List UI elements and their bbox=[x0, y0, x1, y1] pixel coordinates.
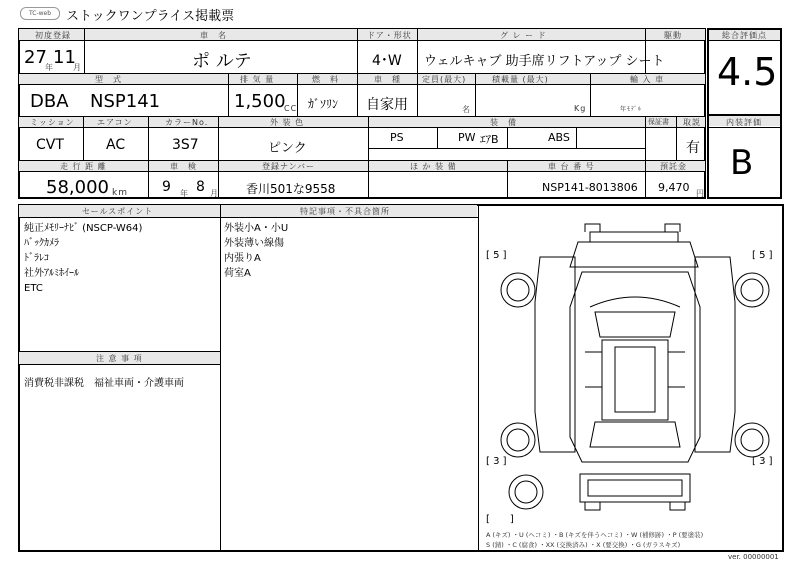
list-item: ETC bbox=[24, 283, 43, 294]
plate-number: 香川501な9558 bbox=[246, 182, 336, 196]
mileage: 58,000 bbox=[46, 177, 109, 198]
equip-abs-visible: ABS bbox=[548, 131, 570, 144]
grade: ウェルキャブ 助手席リフトアップ シート bbox=[424, 54, 665, 69]
cautions-list bbox=[24, 374, 184, 389]
label-model: 型 式 bbox=[95, 75, 122, 84]
use-class: 自家用 bbox=[366, 97, 408, 113]
label-cautions: 注 意 事 項 bbox=[96, 354, 143, 363]
model-prefix: DBA bbox=[30, 91, 69, 112]
label-sales-points: セールスポイント bbox=[82, 207, 154, 216]
label-displacement: 排 気 量 bbox=[240, 75, 275, 84]
label-first-reg: 初度登録 bbox=[35, 31, 71, 40]
label-grade: グ レ ー ド bbox=[500, 31, 547, 40]
inspection-month: 8 bbox=[196, 179, 205, 195]
first-reg-month: 11 bbox=[53, 47, 76, 68]
year-unit: 年 bbox=[45, 63, 54, 72]
overall-score: 4.5 bbox=[717, 50, 778, 94]
page-title: ストックワンプライス掲載票 bbox=[66, 9, 235, 24]
label-car-name: 車 名 bbox=[200, 31, 227, 40]
list-item: 外装小A・小U bbox=[224, 223, 289, 234]
label-fuel: 燃 料 bbox=[312, 75, 339, 84]
door-shape: 4･W bbox=[372, 53, 402, 69]
import-unit: 年ﾓﾃﾞﾙ bbox=[620, 106, 643, 113]
diagram-tr: [ 5 ] bbox=[752, 250, 773, 261]
interior-grade: B bbox=[730, 143, 754, 183]
diagram-bl: [ 3 ] bbox=[486, 456, 507, 467]
label-chassis: 車 台 番 号 bbox=[548, 162, 595, 171]
model-type: NSP141 bbox=[90, 91, 161, 112]
label-capacity: 定員(最大) bbox=[422, 75, 467, 84]
equip-pw: PW bbox=[458, 131, 476, 144]
color-no: 3S7 bbox=[172, 137, 199, 153]
equip-airbag: ｴｱB bbox=[480, 133, 499, 146]
legend-line-2: S (錆) ・C (腐食) ・XX (交換済み) ・X (要交換) ・G (ガラスキズ) bbox=[486, 541, 681, 549]
label-overall: 総合評価点 bbox=[722, 31, 767, 40]
label-other-equipment: ほ か 装 備 bbox=[410, 162, 457, 171]
diagram-extra: [ ] bbox=[486, 514, 514, 525]
manual-value: 有 bbox=[686, 140, 700, 156]
version: ver. 00000001 bbox=[728, 553, 779, 561]
first-reg-year: 27 bbox=[24, 47, 47, 68]
exterior-color: ピンク bbox=[268, 141, 307, 156]
list-item: 外装薄い線傷 bbox=[224, 238, 284, 249]
car-name: ポ ルテ bbox=[192, 51, 252, 72]
inspection-month-unit: 月 bbox=[210, 189, 219, 198]
fuel: ｶﾞｿﾘﾝ bbox=[308, 97, 339, 111]
label-equipment: 装 備 bbox=[490, 118, 517, 127]
aircon: AC bbox=[106, 137, 126, 153]
label-inspection: 車 検 bbox=[170, 162, 197, 171]
label-drive: 駆動 bbox=[664, 31, 682, 40]
km-unit: km bbox=[112, 188, 128, 198]
list-item: ﾄﾞﾗﾚｺ bbox=[24, 253, 49, 264]
label-color-no: カラーNo. bbox=[165, 118, 209, 127]
legend-line-1: A (キズ) ・U (ヘコミ) ・B (キズを伴うヘコミ) ・W (補修跡) ・P (要塗装) bbox=[486, 531, 704, 539]
label-class: 車 種 bbox=[374, 75, 401, 84]
list-item: ﾊﾞｯｸｶﾒﾗ bbox=[24, 238, 59, 249]
label-notes: 特記事項・不具合箇所 bbox=[300, 207, 390, 216]
label-plate: 登録ナンバー bbox=[262, 162, 316, 171]
label-aircon: エアコン bbox=[97, 118, 133, 127]
label-warranty: 保証書 bbox=[648, 118, 669, 126]
mission: CVT bbox=[36, 137, 64, 153]
inspection-year: 9 bbox=[162, 179, 171, 195]
diagram-br: [ 3 ] bbox=[752, 456, 773, 467]
yen-unit: 円 bbox=[696, 189, 705, 198]
cc-unit: CC bbox=[284, 104, 298, 113]
chassis-number: NSP141-8013806 bbox=[542, 181, 638, 194]
label-manual: 取説 bbox=[683, 118, 701, 127]
label-load: 積載量 (最大) bbox=[492, 75, 549, 84]
list-item: 社外ｱﾙﾐﾎｲｰﾙ bbox=[24, 268, 79, 279]
displacement: 1,500 bbox=[234, 91, 286, 112]
diagram-tl: [ 5 ] bbox=[486, 250, 507, 261]
list-item: 内張りA bbox=[224, 253, 261, 264]
month-unit: 月 bbox=[73, 63, 82, 72]
notes-list bbox=[224, 221, 288, 281]
label-import: 輸 入 車 bbox=[630, 75, 665, 84]
list-item: 純正ﾒﾓﾘｰﾅﾋﾞ (NSCP-W64) bbox=[24, 223, 143, 234]
label-mileage: 走 行 距 離 bbox=[60, 162, 107, 171]
deposit: 9,470 bbox=[658, 181, 690, 194]
sales-points-list bbox=[24, 221, 142, 296]
label-interior: 内装評価 bbox=[726, 118, 762, 127]
inspection-year-unit: 年 bbox=[180, 189, 189, 198]
capacity-unit: 名 bbox=[462, 105, 471, 114]
label-mission: ミッション bbox=[30, 118, 75, 127]
logo: TC-web bbox=[20, 7, 60, 20]
list-item: 荷室A bbox=[224, 268, 251, 279]
label-door: ドア・形状 bbox=[367, 31, 412, 40]
list-item: 消費税非課税 福祉車両・介護車両 bbox=[24, 378, 184, 389]
label-deposit: 預託金 bbox=[660, 162, 687, 171]
car-diagram bbox=[490, 212, 780, 522]
label-exterior: 外 装 色 bbox=[270, 118, 305, 127]
load-unit: Kg bbox=[574, 104, 587, 113]
equip-ps: PS bbox=[390, 131, 404, 144]
